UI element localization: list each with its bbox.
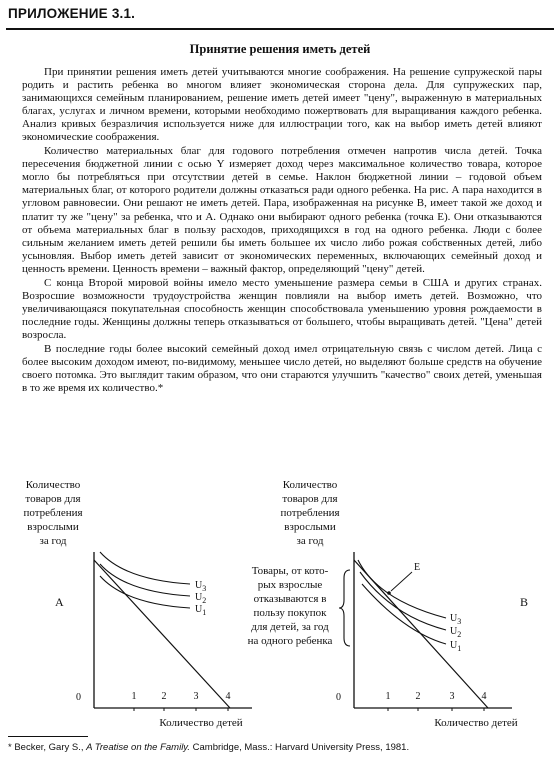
panel-a-xlabel: Количество детей [159, 717, 243, 729]
panel-b-u1-label: $U_1$ [450, 640, 462, 653]
footnote-publisher: Cambridge, Mass.: Harvard University Press, 1981. [192, 742, 410, 753]
panel-b-point-e-label: E [414, 562, 421, 573]
panel-a-budget-line [94, 560, 230, 708]
panel-a-ylabel-line-2: товаров для [25, 493, 81, 505]
panel-b-xlabel: Количество детей [434, 717, 518, 729]
panel-b-tick-label-4: 4 [481, 691, 487, 702]
panel-a-tick-label-4: 4 [225, 691, 231, 702]
panel-a-ylabel-line-4: взрослыми [27, 521, 79, 533]
footnote-mark: * [8, 742, 12, 753]
panel-b-curve-u3 [358, 560, 446, 618]
panel-a-tick-label-3: 3 [193, 691, 199, 702]
panel-b-ylabel-line-5: за год [296, 535, 324, 547]
panel-b-tick-label-2: 2 [415, 691, 421, 702]
panel-a [23, 479, 252, 729]
panel-b-point-e [387, 591, 391, 595]
panel-b-label: B [520, 595, 529, 609]
footnote [8, 742, 409, 753]
panel-a-u1-label: $U_1$ [195, 604, 207, 617]
panel-b-u3-label: $U_3$ [450, 613, 462, 626]
mid-label-line-1: Товары, от кото- [251, 565, 329, 577]
article-title: Принятие решения иметь детей [189, 42, 371, 56]
panel-a-u2-label: $U_2$ [195, 592, 207, 605]
mid-label-line-4: пользу покупок [253, 607, 327, 619]
mid-label-line-3: отказываются в [253, 593, 327, 605]
article-body [22, 66, 542, 396]
footnote-book: A Treatise on the Family. [86, 742, 190, 753]
panel-b-origin: 0 [336, 692, 341, 703]
panel-b-ylabel-line-1: Количество [282, 479, 338, 491]
indifference-figure [0, 468, 560, 734]
panel-b-tick-label-1: 1 [385, 691, 391, 702]
paragraph-4: В последние годы более высокий семейный доход имел отрицательную связь с числом детей. Лица с более высоким доходом имеют, по-видимому, меньшее число детей, но выделяют больше средств на обучение своего потомка. Это выглядит таким образом, что они стараются улучшить "качество" своих детей, уменьшая в то же время их количество.* [22, 342, 542, 395]
panel-b-point-e-pointer [391, 572, 412, 591]
panel-a-ylabel-line-3: потребления [23, 507, 83, 519]
panel-a-ylabel-line-1: Количество [25, 479, 81, 491]
mid-annotation [248, 565, 333, 647]
panel-a-u3-label: $U_3$ [195, 580, 207, 593]
footnote-author: Becker, Gary S., [14, 742, 84, 753]
panel-b-u2-label: $U_2$ [450, 626, 462, 639]
panel-a-curve-u2 [100, 564, 190, 596]
panel-a-curve-u3 [100, 552, 190, 584]
panel-b-ylabel-line-3: потребления [280, 507, 340, 519]
mid-brace [339, 570, 350, 646]
paragraph-3: С конца Второй мировой войны имело место уменьшение размера семьи в США и других странах. Возросшие возможности трудоустройства женщин повлияли на выбор иметь детей. Возможно, что увеличивающаяся покупательная способность женщин способствовала уменьшению уровня рождаемости в последние годы. Женщины должны теперь отказываться от большего, чтобы выращивать детей. "Цена" детей возросла. [22, 276, 542, 341]
appendix-heading: ПРИЛОЖЕНИЕ 3.1. [8, 6, 136, 21]
panel-a-origin: 0 [76, 692, 81, 703]
panel-a-label: A [55, 595, 64, 609]
mid-label-line-6: на одного ребенка [247, 635, 333, 647]
panel-a-tick-label-2: 2 [161, 691, 167, 702]
panel-b-tick-label-3: 3 [449, 691, 455, 702]
mid-label-line-5: для детей, за год [251, 621, 329, 633]
panel-b-ylabel-line-2: товаров для [282, 493, 338, 505]
panel-a-ylabel-line-5: за год [39, 535, 67, 547]
paragraph-1: При принятии решения иметь детей учитываются многие соображения. На решение супружеской пары родить и растить ребенка во многом влияет экономическая сторона дела. Для супружеских пар, занимающихся семейным планированием, решение иметь детей имеет "цену", выраженную в материальных благах, услугах и личном времени, которыми необходимо пожертвовать для выращивания каждого ребенка. Анализ кривых безразличия используется ниже для иллюстрации того, как на выбор иметь детей влияют экономические соображения. [22, 66, 542, 144]
mid-label-line-2: рых взрослые [257, 579, 323, 591]
heading-rule [6, 28, 554, 30]
panel-b-ylabel-line-4: взрослыми [284, 521, 336, 533]
panel-a-tick-label-1: 1 [131, 691, 137, 702]
footnote-rule [8, 736, 88, 737]
paragraph-2: Количество материальных благ для годового потребления отмечен напротив числа детей. Точка пересечения бюджетной линии с осью Y измеряет доход через максимальное количество товара, которое могло бы потребляться при отсутствии детей в семье. Наклон бюджетной линии – годовой объем материальных благ, от которого родители должны отказаться ради одного ребенка. На рис. А пара находится в угловом равновесии. Они решают не иметь детей. Пара, изображенная на рисунке В, имеет такой же доход и платит ту же "цену" за ребенка, что и А. Однако они выбирают одного ребенка (точка Е). Они отказываются от объема материальных благ в пользу расходов, приходящихся в год на одного ребенка. Люди с более сильным желанием иметь детей решили бы иметь большее их число либо рожая собственных детей, либо усыновляя. Выбор иметь детей зависит от экономических переменных, включающих семейный доход и ценность времени. Ценность времени – важный фактор, определяющий "цену" детей. [22, 145, 542, 275]
